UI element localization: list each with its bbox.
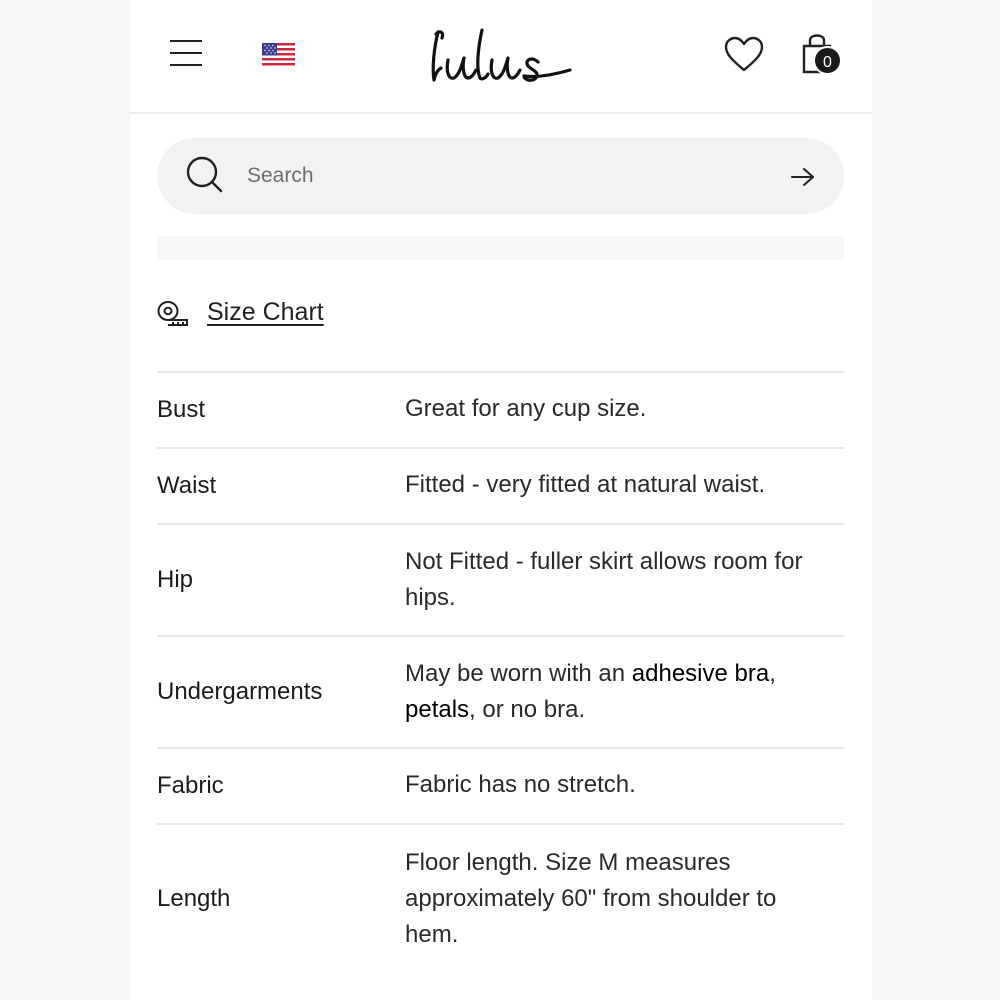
page (130, 0, 872, 1000)
table-row (157, 373, 844, 449)
table-row (157, 449, 844, 525)
measuring-tape-icon (157, 300, 189, 326)
site-header (130, 0, 872, 114)
fit-label: Waist (157, 472, 217, 499)
search-bar[interactable] (157, 138, 844, 214)
search-input[interactable] (247, 156, 767, 196)
fit-label: Hip (157, 566, 194, 593)
table-row (157, 525, 844, 637)
size-chart-label[interactable]: Size Chart (207, 298, 324, 326)
fit-value: Fabric has no stretch. (405, 771, 636, 798)
fit-value: Fitted - very fitted at natural waist. (405, 471, 766, 498)
us-flag-icon[interactable] (262, 43, 295, 68)
content-strip (157, 236, 844, 260)
cart-count-badge: 0 (813, 46, 842, 75)
lulus-logo[interactable] (428, 24, 574, 90)
fit-details-table (157, 371, 844, 973)
fit-value: Great for any cup size. (405, 395, 647, 422)
petals-link[interactable]: petals (405, 696, 470, 723)
fit-value: Not Fitted - fuller skirt allows room for hips. (405, 548, 803, 611)
table-row (157, 749, 844, 825)
fit-value-text: May be worn with an (405, 660, 632, 687)
table-row (157, 637, 844, 749)
fit-label: Fabric (157, 772, 224, 799)
adhesive-bra-link[interactable]: adhesive bra (631, 660, 770, 687)
table-row (157, 825, 844, 973)
fit-value: Floor length. Size M measures approximately 60" from shoulder to hem. (405, 849, 777, 948)
hamburger-menu-icon[interactable] (170, 40, 202, 66)
fit-value (405, 656, 844, 728)
fit-value-text: , or no bra. (469, 696, 586, 723)
arrow-right-icon[interactable] (789, 165, 817, 189)
heart-icon[interactable] (724, 36, 764, 74)
fit-label: Bust (157, 396, 206, 423)
fit-label: Undergarments (157, 678, 323, 705)
fit-value-text: , (769, 660, 776, 687)
search-icon[interactable] (185, 155, 225, 195)
fit-label: Length (157, 885, 231, 912)
